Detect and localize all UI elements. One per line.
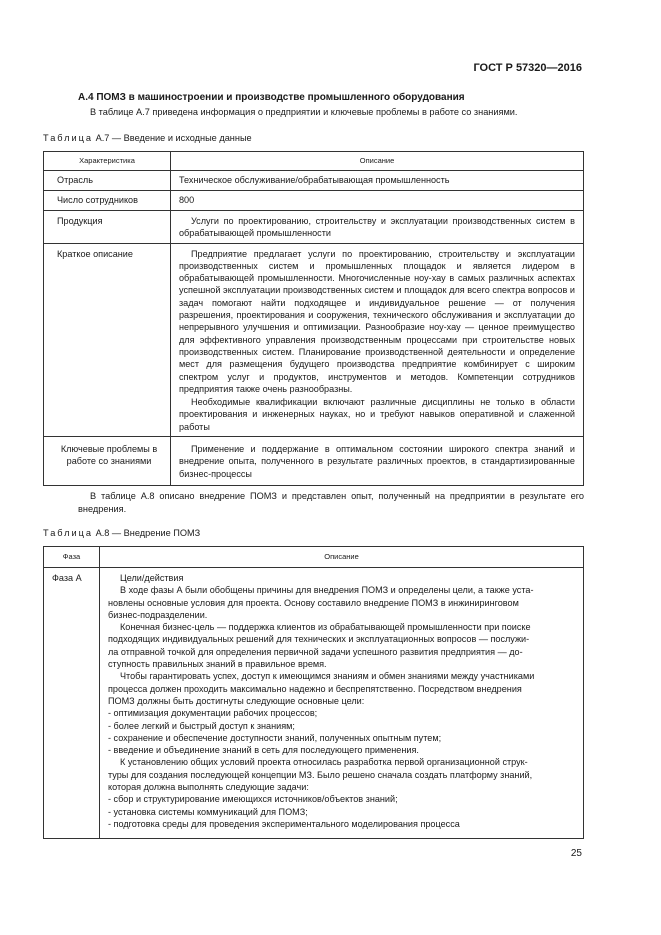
row-text: Услуги по проектированию, строительству и эксплуатации производственных систем в обрабатывающей промышленности <box>171 211 584 244</box>
description-line: К установлению общих условий проекта относилась разработка первой организационной струк- <box>120 757 528 768</box>
table-a8-caption <box>43 528 200 538</box>
description-line: Чтобы гарантировать успех, доступ к имеющимся знаниям и обмен знаниями между участниками <box>120 671 535 682</box>
description-line: - сохранение и обеспечение доступности знаний, полученных опытным путем; <box>108 732 442 743</box>
col-header-characteristic: Характеристика <box>44 152 171 171</box>
row-label: Краткое описание <box>44 243 171 436</box>
description-line: ступность правильных знаний в правильное время. <box>108 659 327 670</box>
table-a7-caption <box>43 133 252 143</box>
description-line: ла отправной точкой для определения первичной задачи успешного развития предприятия — до- <box>108 646 523 657</box>
caption-rest: А.8 — Внедрение ПОМЗ <box>95 528 201 538</box>
description-line: - подготовка среды для проведения экспериментального моделирования процесса <box>108 818 460 829</box>
description-line: бизнес-подразделении. <box>108 609 208 620</box>
col-header-description: Описание <box>100 547 584 568</box>
col-header-description: Описание <box>171 152 584 171</box>
description-line: подходящих индивидуальных решений для технических и эксплуатационных вопросов — послужи- <box>108 634 530 645</box>
caption-rest: А.7 — Введение и исходные данные <box>95 133 252 143</box>
description-line: - введение и объединение знаний в сеть для последующего применения. <box>108 745 419 756</box>
document-id: ГОСТ Р 57320—2016 <box>473 62 582 74</box>
description-line: Конечная бизнес-цель — поддержка клиентов из обрабатывающей промышленности при поиске <box>120 622 531 633</box>
description-line: новлены основные условия для проекта. Основу составило внедрение ПОМЗ в инжиниринговом <box>108 597 519 608</box>
description-line: В ходе фазы А были обобщены причины для внедрения ПОМЗ и определены цели, а также уста- <box>120 585 534 596</box>
row-text: 800 <box>171 191 584 211</box>
col-header-phase: Фаза <box>44 547 100 568</box>
phase-description <box>100 568 584 839</box>
description-line: ПОМЗ должны быть достигнуты следующие основные цели: <box>108 695 365 706</box>
section-heading: А.4 ПОМЗ в машиностроении и производстве промышленного оборудования <box>78 92 465 103</box>
between-paragraph: В таблице А.8 описано внедрение ПОМЗ и представлен опыт, полученный на предприятии в результате его внедрения. <box>78 491 584 514</box>
description-line: которая должна выполнять следующие задачи: <box>108 782 309 793</box>
row-label: Число сотрудников <box>44 191 171 211</box>
description-line: процесса должен проходить максимально надежно и беспрепятственно. Посредством внедрения <box>108 683 522 694</box>
phase-label: Фаза А <box>44 568 100 839</box>
row-label: Ключевые проблемы в работе со знаниями <box>44 437 171 486</box>
summary-paragraph-1: Предприятие предлагает услуги по проектированию, строительству и эксплуатации производственных систем и промышленных площадок и является лидером в обрабатывающей промышленности. Многочисленные ноу-хау в самых различных аспектах успешной эксплуатации производственных систем и площадок для всего спектра вопросов и задач помогают найти подходящее и индивидуальное решение — от получения разрешения, проектирования и сооружения, технического обслуживания и эксплуатации до непрерывного улучшения и оптимизации. Разнообразие ноу-хау — ценное преимущество для эффективного управления производственным процессами при строительстве новых производственных систем. Планирование производственной деятельности и определение мест для размещения будущего производства предприятие комбинирует с широким спектром услуг и продуктов, инструментов и методов. Компетенции сотрудников предприятия также очень разнообразны. <box>179 248 575 394</box>
description-line: - более легкий и быстрый доступ к знаниям; <box>108 720 295 731</box>
description-line: Цели/действия <box>120 573 184 583</box>
summary-paragraph-2: Необходимые квалификации включают различные дисциплины не только в области проектирования и инженерных науках, но и требуют навыков оперативной и слаженной работы <box>179 397 575 432</box>
table-a8 <box>43 546 584 839</box>
row-label: Продукция <box>44 211 171 244</box>
description-line: - оптимизация документации рабочих процессов; <box>108 708 318 719</box>
description-line: туры для создания последующей концепции МЗ. Было решено сначала создать платформу знаний, <box>108 769 533 780</box>
page-number: 25 <box>570 848 582 859</box>
description-line: - сбор и структурирование имеющихся источников/объектов знаний; <box>108 794 398 805</box>
row-label: Отрасль <box>44 171 171 191</box>
row-text: Техническое обслуживание/обрабатывающая промышленность <box>171 171 584 191</box>
caption-prefix: Таблица <box>43 528 94 538</box>
description-line: - установка системы коммуникаций для ПОМЗ; <box>108 806 308 817</box>
caption-prefix: Таблица <box>43 133 94 143</box>
row-text: Применение и поддержание в оптимальном состоянии широкого спектра знаний и внедрение опыта, полученного в результате различных проектов, в стандартизированные бизнес-процессы <box>171 437 584 486</box>
section-intro: В таблице А.7 приведена информация о предприятии и ключевые проблемы в работе со знаниями. <box>90 107 518 117</box>
table-a7 <box>43 151 584 486</box>
